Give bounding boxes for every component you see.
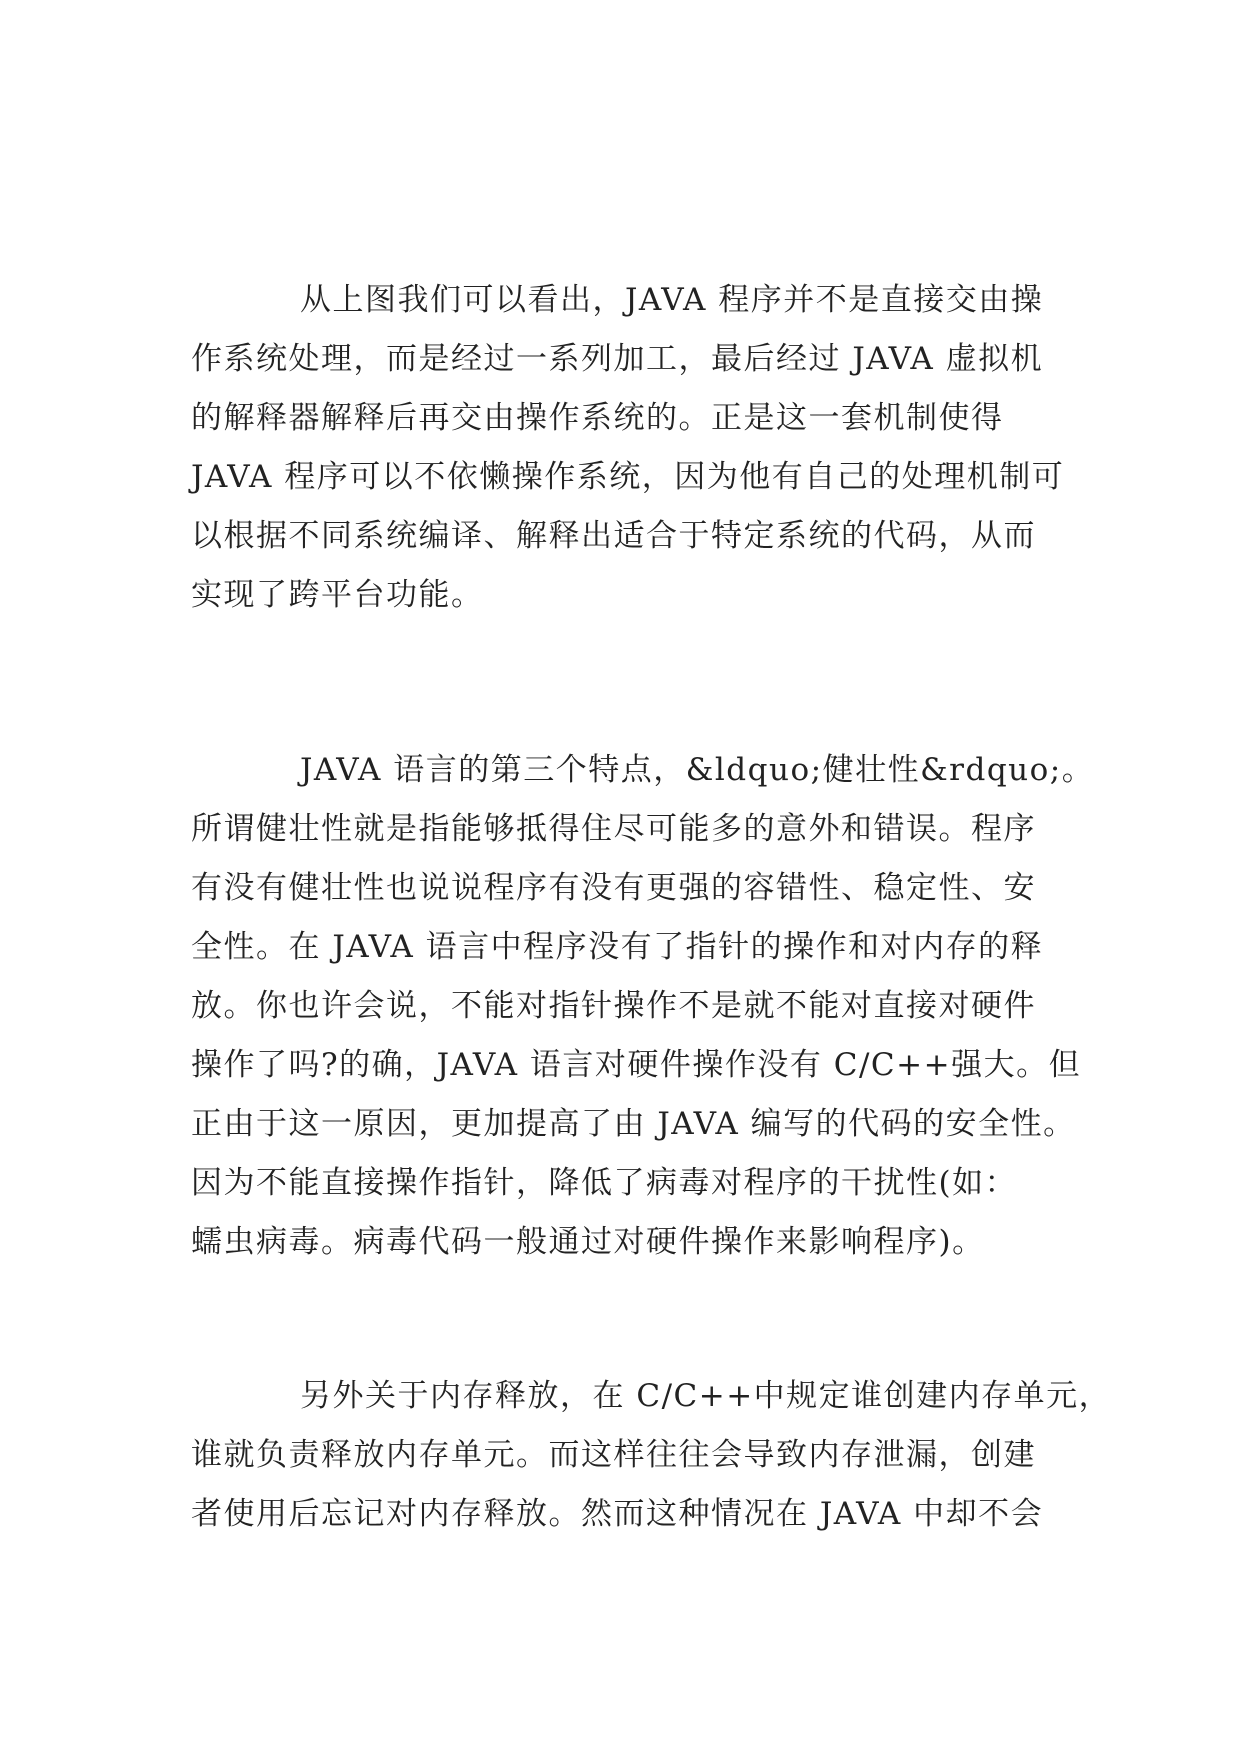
- paragraph-line: 因为不能直接操作指针，降低了病毒对程序的干扰性(如：: [191, 1165, 1018, 1201]
- paragraph-line: 以根据不同系统编译、解释出适合于特定系统的代码，从而: [191, 518, 1036, 554]
- paragraph-line: 放。你也许会说，不能对指针操作不是就不能对直接对硬件: [191, 988, 1036, 1024]
- paragraph-line: 操作了吗?的确，JAVA 语言对硬件操作没有 C/C++强大。但: [191, 1047, 1082, 1083]
- paragraph-line: 正由于这一原因，更加提高了由 JAVA 编写的代码的安全性。: [191, 1106, 1076, 1142]
- paragraph-line: 实现了跨平台功能。: [191, 577, 484, 613]
- paragraph-memory-release: [191, 1367, 1112, 1544]
- paragraph-line: JAVA 语言的第三个特点，&ldquo;健壮性&rdquo;。: [300, 752, 1095, 788]
- paragraph-line: 有没有健壮性也说说程序有没有更强的容错性、稳定性、安: [191, 870, 1036, 906]
- paragraph-line: 谁就负责释放内存单元。而这样往往会导致内存泄漏，创建: [191, 1437, 1036, 1473]
- paragraph-line: 所谓健壮性就是指能够抵得住尽可能多的意外和错误。程序: [191, 811, 1036, 847]
- paragraph-line: 的解释器解释后再交由操作系统的。正是这一套机制使得: [191, 400, 1004, 436]
- paragraph-line: 全性。在 JAVA 语言中程序没有了指针的操作和对内存的释: [191, 929, 1044, 965]
- paragraph-line: 者使用后忘记对内存释放。然而这种情况在 JAVA 中却不会: [191, 1496, 1044, 1532]
- paragraph-line: 蠕虫病毒。病毒代码一般通过对硬件操作来影响程序)。: [191, 1224, 985, 1260]
- paragraph-line: 作系统处理，而是经过一系列加工，最后经过 JAVA 虚拟机: [191, 341, 1044, 377]
- paragraph-line: JAVA 程序可以不依懒操作系统，因为他有自己的处理机制可: [191, 459, 1065, 495]
- paragraph-line: 从上图我们可以看出，JAVA 程序并不是直接交由操: [300, 282, 1044, 318]
- paragraph-line: 另外关于内存释放，在 C/C++中规定谁创建内存单元，: [300, 1378, 1112, 1414]
- paragraph-cross-platform: [191, 271, 1071, 625]
- paragraph-robustness: [191, 741, 1095, 1272]
